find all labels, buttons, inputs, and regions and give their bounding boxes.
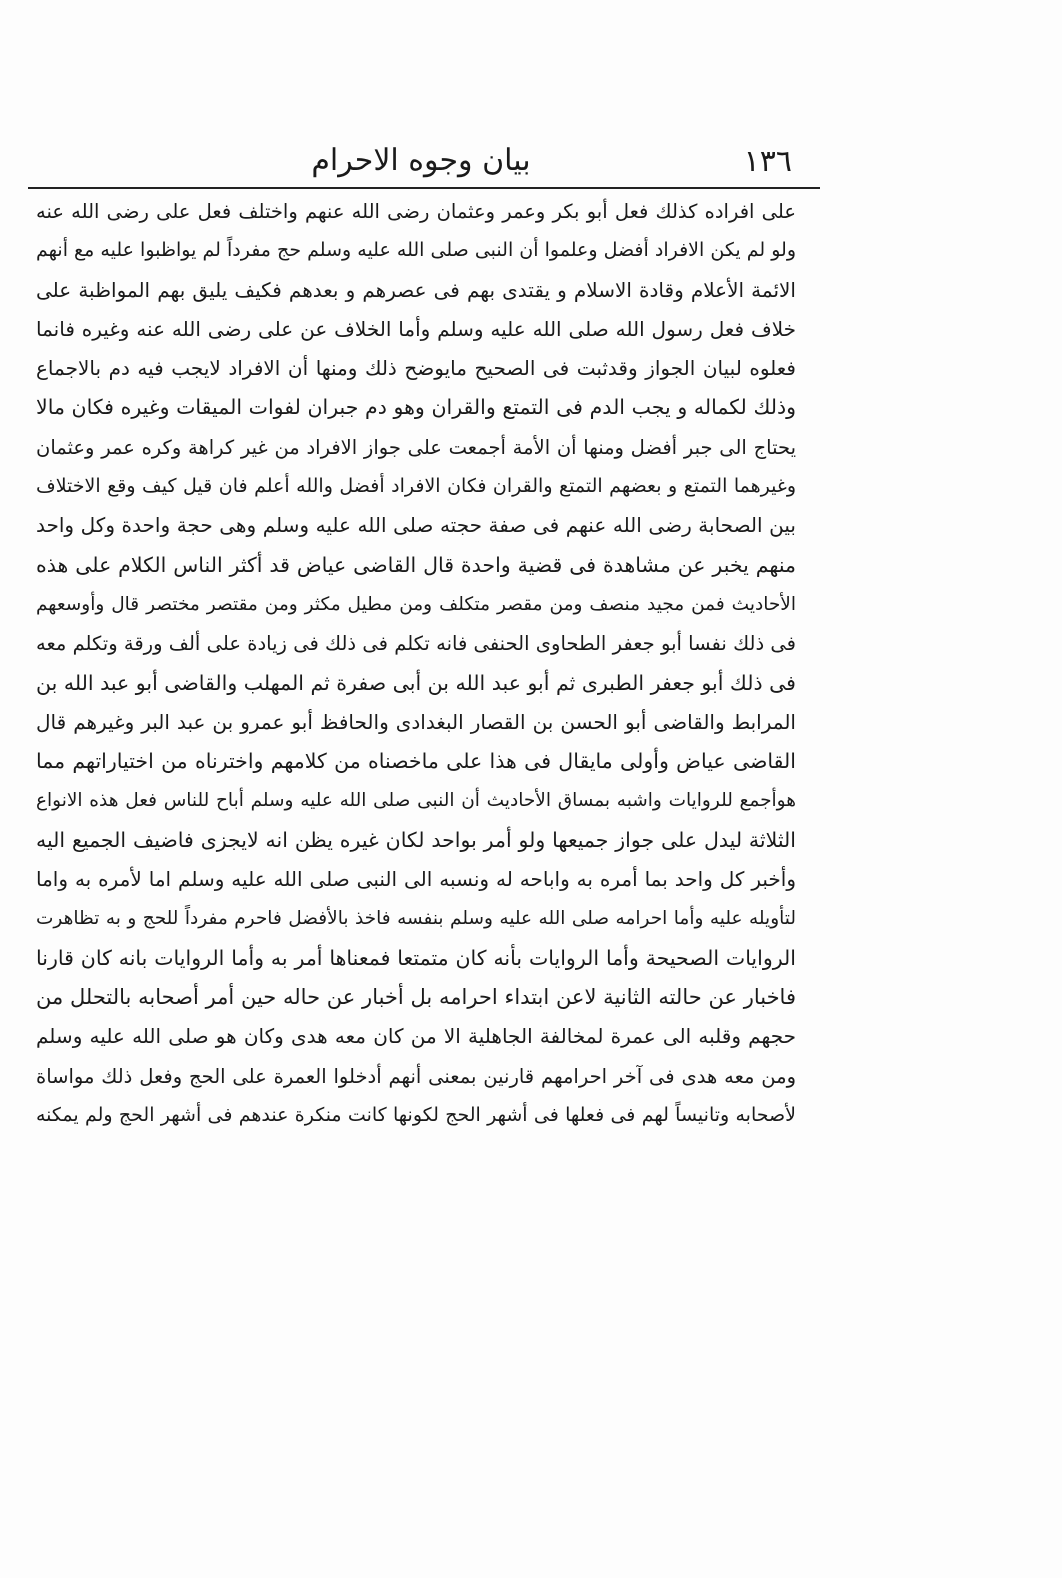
text-line: منهم يخبر عن مشاهدة فى قضية واحدة قال القاضى عياض قد أكثر الناس الكلام على هذه xyxy=(36,552,796,577)
body-text xyxy=(36,192,796,1135)
text-line: وأخبر كل واحد بما أمره به واباحه له ونسبه الى النبى صلى الله عليه وسلم اما لأمره به واما xyxy=(36,867,796,892)
text-line: خلاف فعل رسول الله صلى الله عليه وسلم وأما الخلاف عن على رضى الله عنه وغيره فانما xyxy=(36,316,796,341)
text-line: الثلاثة ليدل على جواز جميعها ولو أمر بواحد لكان غيره يظن انه لايجزى فاضيف الجميع اليه xyxy=(36,827,796,852)
text-line: فى ذلك أبو جعفر الطبرى ثم أبو عبد الله بن أبى صفرة ثم المهلب والقاضى أبو عبد الله بن xyxy=(36,670,796,695)
page-number: ١٣٦ xyxy=(743,144,792,179)
text-line: بين الصحابة رضى الله عنهم فى صفة حجته صلى الله عليه وسلم وهى حجة واحدة وكل واحد xyxy=(36,513,796,538)
page-header xyxy=(28,138,814,184)
text-line: وذلك لكماله و يجب الدم فى التمتع والقران وهو دم جبران لفوات الميقات وغيره فكان مالا xyxy=(36,395,796,420)
header-rule xyxy=(28,187,820,189)
text-line: الأحاديث فمن مجيد منصف ومن مقصر متكلف ومن مطيل مكثر ومن مقتصر مختصر قال وأوسعهم xyxy=(36,593,796,615)
text-line: ولو لم يكن الافراد أفضل وعلموا أن النبى صلى الله عليه وسلم حج مفرداً لم يواظبوا عليه مع أنهم xyxy=(36,239,796,262)
text-line: الروايات الصحيحة وأما الروايات بأنه كان متمتعا فمعناها أمر به وأما الروايات بانه كان قارنا xyxy=(36,945,796,970)
text-line: المرابط والقاضى أبو الحسن بن القصار البغدادى والحافظ أبو عمرو بن عبد البر وغيرهم قال xyxy=(36,709,796,734)
text-line: وغيرهما التمتع و بعضهم التمتع والقران فكان الافراد أفضل والله أعلم فان قيل كيف وقع الاختلاف xyxy=(36,475,796,498)
running-title: بيان وجوه الاحرام xyxy=(311,143,531,178)
text-line: هوأجمع للروايات واشبه بمساق الأحاديث أن النبى صلى الله عليه وسلم أباح للناس فعل هذه الانواع xyxy=(36,790,796,812)
text-line: فى ذلك نفسا أبو جعفر الطحاوى الحنفى فانه تكلم فى ذلك فى زيادة على ألف ورقة وتكلم معه xyxy=(36,632,796,656)
text-line: لتأويله عليه وأما احرامه صلى الله عليه وسلم بنفسه فاخذ بالأفضل فاحرم مفرداً للحج و به تظاهرت xyxy=(36,908,796,930)
text-line: ومن معه هدى فى آخر احرامهم قارنين بمعنى أنهم أدخلوا العمرة على الحج وفعل ذلك مواساة xyxy=(36,1064,796,1088)
text-line: فاخبار عن حالته الثانية لاعن ابتداء احرامه بل أخبار عن حاله حين أمر أصحابه بالتحلل من xyxy=(36,984,796,1009)
text-line: على افراده كذلك فعل أبو بكر وعمر وعثمان رضى الله عنهم واختلف فعل على رضى الله عنه xyxy=(36,200,796,223)
text-line: حجهم وقلبه الى عمرة لمخالفة الجاهلية الا من كان معه هدى وكان هو صلى الله عليه وسلم xyxy=(36,1024,796,1049)
text-line: يحتاج الى جبر أفضل ومنها أن الأمة أجمعت على جواز الافراد من غير كراهة وكره عمر وعثمان xyxy=(36,435,796,459)
text-line: فعلوه لبيان الجواز وقدثبت فى الصحيح مايوضح ذلك ومنها أن الافراد لايجب فيه دم بالاجماع xyxy=(36,356,796,381)
text-line: القاضى عياض وأولى مايقال فى هذا على ماخصناه من كلامهم واخترناه من اختياراتهم مما xyxy=(36,749,796,774)
text-line: الائمة الأعلام وقادة الاسلام و يقتدى بهم فى عصرهم و بعدهم فكيف يليق بهم المواظبة على xyxy=(36,277,796,302)
text-line: لأصحابه وتانيساً لهم فى فعلها فى أشهر الحج لكونها كانت منكرة عندهم فى أشهر الحج ولم يمكنه xyxy=(36,1103,796,1126)
